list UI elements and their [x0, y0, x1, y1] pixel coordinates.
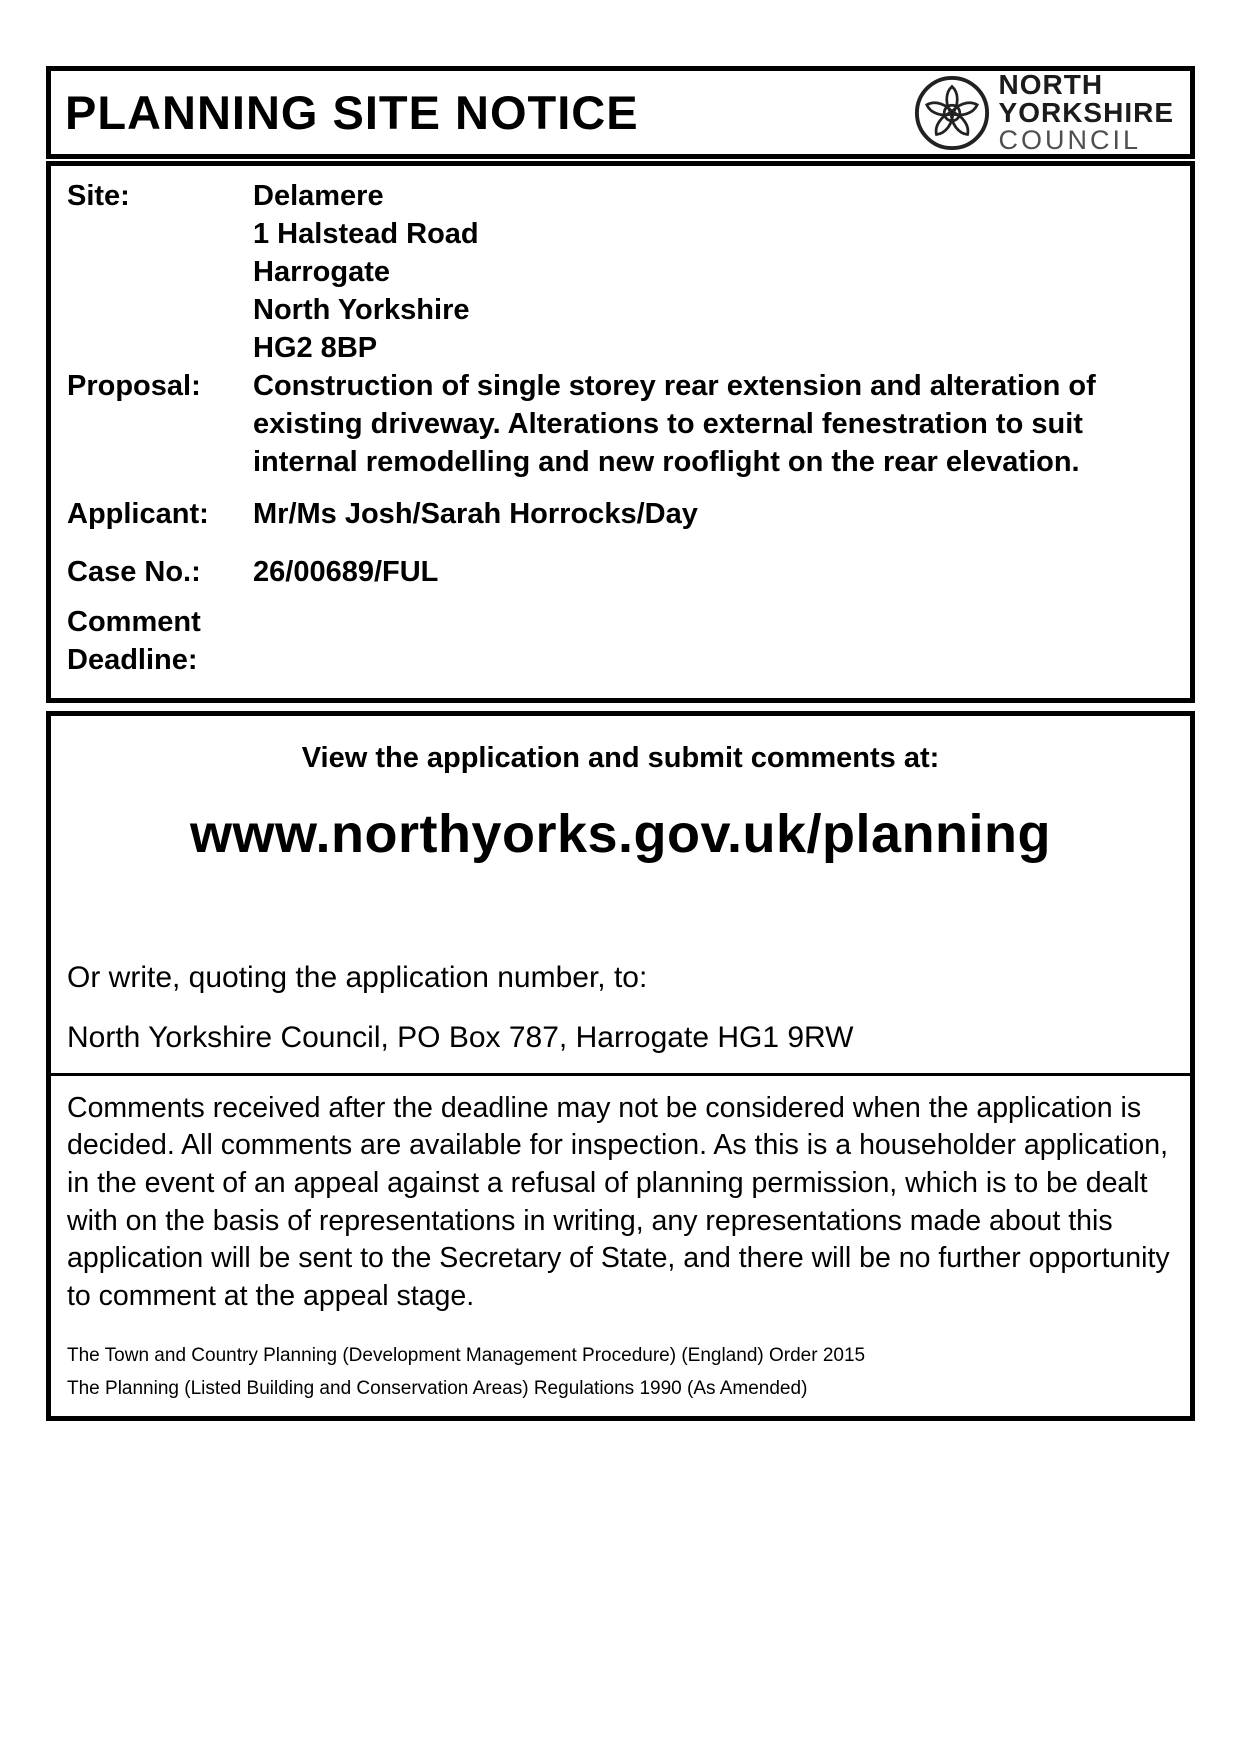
site-line: HG2 8BP [253, 331, 378, 364]
applicant-value: Mr/Ms Josh/Sarah Horrocks/Day [253, 497, 698, 530]
site-value [253, 178, 1174, 368]
application-details [46, 161, 1195, 703]
case-number-row [67, 554, 1174, 592]
proposal-value: Construction of single storey rear extension and alteration of existing driveway. Alterations to external fenestration to suit internal remodelling and new rooflight on the rear elevation. [253, 369, 1096, 478]
site-line: Harrogate [253, 255, 390, 288]
logo-line-council: COUNCIL [998, 125, 1142, 155]
site-label: Site: [67, 180, 130, 212]
council-logo [913, 71, 1176, 154]
write-instruction: Or write, quoting the application number, to: [67, 960, 648, 994]
applicant-label: Applicant: [67, 497, 209, 530]
logo-line-north: NORTH [998, 69, 1104, 100]
comment-deadline-value [253, 604, 1174, 680]
legal-reference-2: The Planning (Listed Building and Conservation Areas) Regulations 1990 (As Amended) [67, 1378, 808, 1400]
case-number-label: Case No.: [67, 555, 201, 588]
planning-url: www.northyorks.gov.uk/planning [189, 803, 1052, 864]
council-address: North Yorkshire Council, PO Box 787, Harrogate HG1 9RW [67, 1020, 854, 1054]
comment-deadline-label: Comment Deadline: [67, 605, 201, 676]
disclaimer-text: Comments received after the deadline may not be considered when the application is decided. All comments are available for inspection. As this is a householder application, in the event of an appeal against a refusal of planning permission, which is to be dealt with on the basis of representations in writing, any representations made about this application will be sent to the Secretary of State, and there will be no further opportunity to comment at the appeal stage. [67, 1091, 1170, 1312]
site-line: North Yorkshire [253, 293, 470, 326]
proposal-label: Proposal: [67, 369, 201, 402]
section-divider [51, 1073, 1190, 1076]
proposal-row [67, 368, 1174, 482]
legal-reference-1: The Town and Country Planning (Development Management Procedure) (England) Order 2015 [67, 1345, 866, 1367]
logo-line-yorkshire: YORKSHIRE [998, 97, 1174, 128]
view-heading: View the application and submit comments at: [301, 741, 940, 774]
applicant-row [67, 496, 1174, 534]
council-logo-text [999, 71, 1174, 154]
comment-deadline-row [67, 604, 1174, 680]
notice-header [46, 66, 1195, 159]
site-row [67, 178, 1174, 368]
case-number-value: 26/00689/FUL [253, 555, 439, 588]
page-title: PLANNING SITE NOTICE [65, 86, 639, 139]
site-line: Delamere [253, 180, 384, 212]
submission-info [46, 711, 1195, 1422]
site-line: 1 Halstead Road [253, 217, 479, 250]
white-rose-icon [913, 74, 991, 152]
